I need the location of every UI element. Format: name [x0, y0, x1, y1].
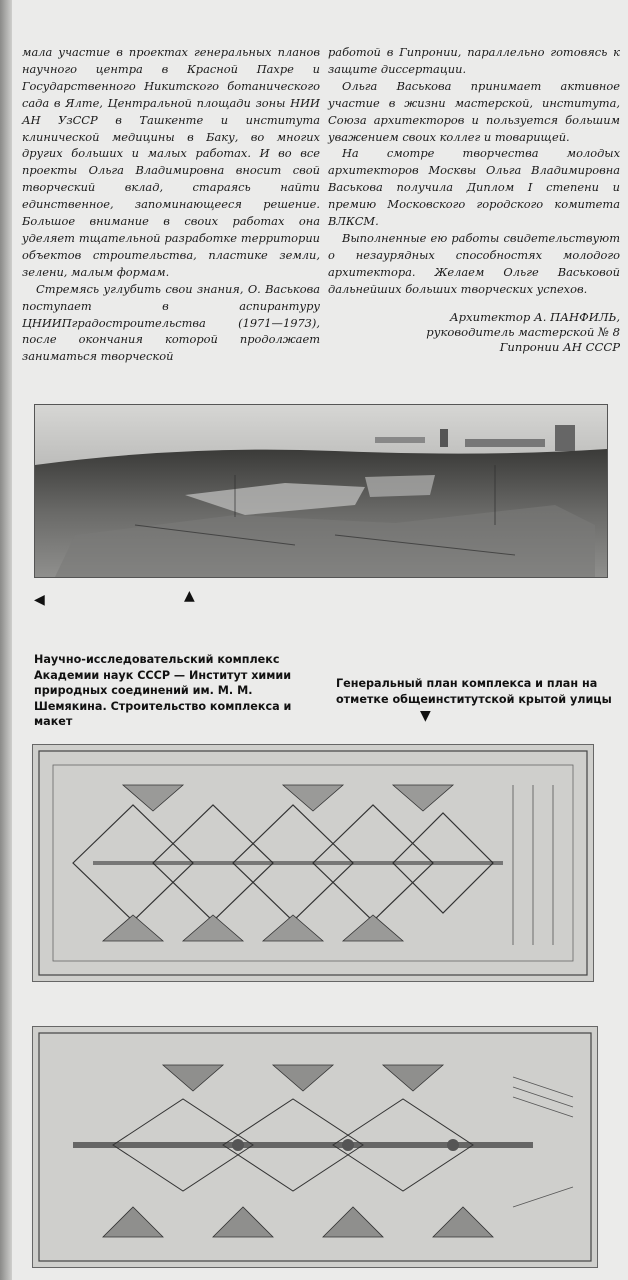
page-gutter-shadow	[0, 0, 12, 1280]
covered-street-plan-illustration	[33, 1027, 597, 1267]
article-left-column	[22, 44, 320, 365]
covered-street-plan-drawing	[32, 1026, 598, 1268]
author-signature	[328, 310, 620, 355]
construction-photo-illustration	[35, 405, 607, 577]
signature-line: Архитектор А. ПАНФИЛЬ,	[449, 309, 620, 324]
paragraph: Стремясь углубить свои знания, О. Васькова поступает в аспирантуру ЦНИИПградостроительства (1971—1973), после окончания которой продолжает заниматься творческой	[22, 281, 320, 364]
signature-line: Гипронии АН СССР	[499, 339, 620, 354]
signature-line: руководитель мастерской № 8	[426, 324, 620, 339]
left-arrow-marker: ◀	[34, 592, 45, 608]
paragraph: Выполненные ею работы свидетельствуют о незаурядных способностях молодого архитектора. Желаем Ольге Васьковой дальнейших больших творческих успехов.	[328, 230, 620, 296]
master-plan-illustration	[33, 745, 593, 981]
construction-photo	[34, 404, 608, 578]
up-arrow-marker: ▲	[184, 588, 195, 604]
paragraph: работой в Гипронии, параллельно готовясь к защите диссертации.	[328, 45, 620, 76]
paragraph: мала участие в проектах генеральных планов научного центра в Красной Пахре и Государственного Никитского ботанического сада в Ялте, Центральной площади зоны НИИ АН УзССР в Ташкенте и института клинической медицины в Баку, во многих других больших и малых работах. И во все проекты Ольга Владимировна вносит свой творческий вклад, стараясь найти единственное, запоминающееся решение. Большое внимание в своих работах она уделяет тщательной разработке территории объектов строительства, пластике земли, зелени, малым формам.	[22, 45, 320, 279]
paragraph: Ольга Васькова принимает активное участие в жизни мастерской, института, Союза архитекторов и пользуется большим уважением своих коллег и товарищей.	[328, 78, 620, 144]
master-plan-drawing	[32, 744, 594, 982]
figure-caption-left: Научно-исследовательский комплекс Академии наук СССР — Институт химии природных соединений им. М. М. Шемякина. Строительство комплекса и макет	[34, 653, 292, 729]
down-arrow-marker: ▼	[420, 708, 431, 724]
article-right-column	[328, 44, 620, 355]
paragraph: На смотре творчества молодых архитекторов Москвы Ольга Владимировна Васькова получила Диплом I степени и премию Московского городского комитета ВЛКСМ.	[328, 146, 620, 229]
figure-caption-right: Генеральный план комплекса и план на отметке общеинститутской крытой улицы	[336, 677, 612, 706]
